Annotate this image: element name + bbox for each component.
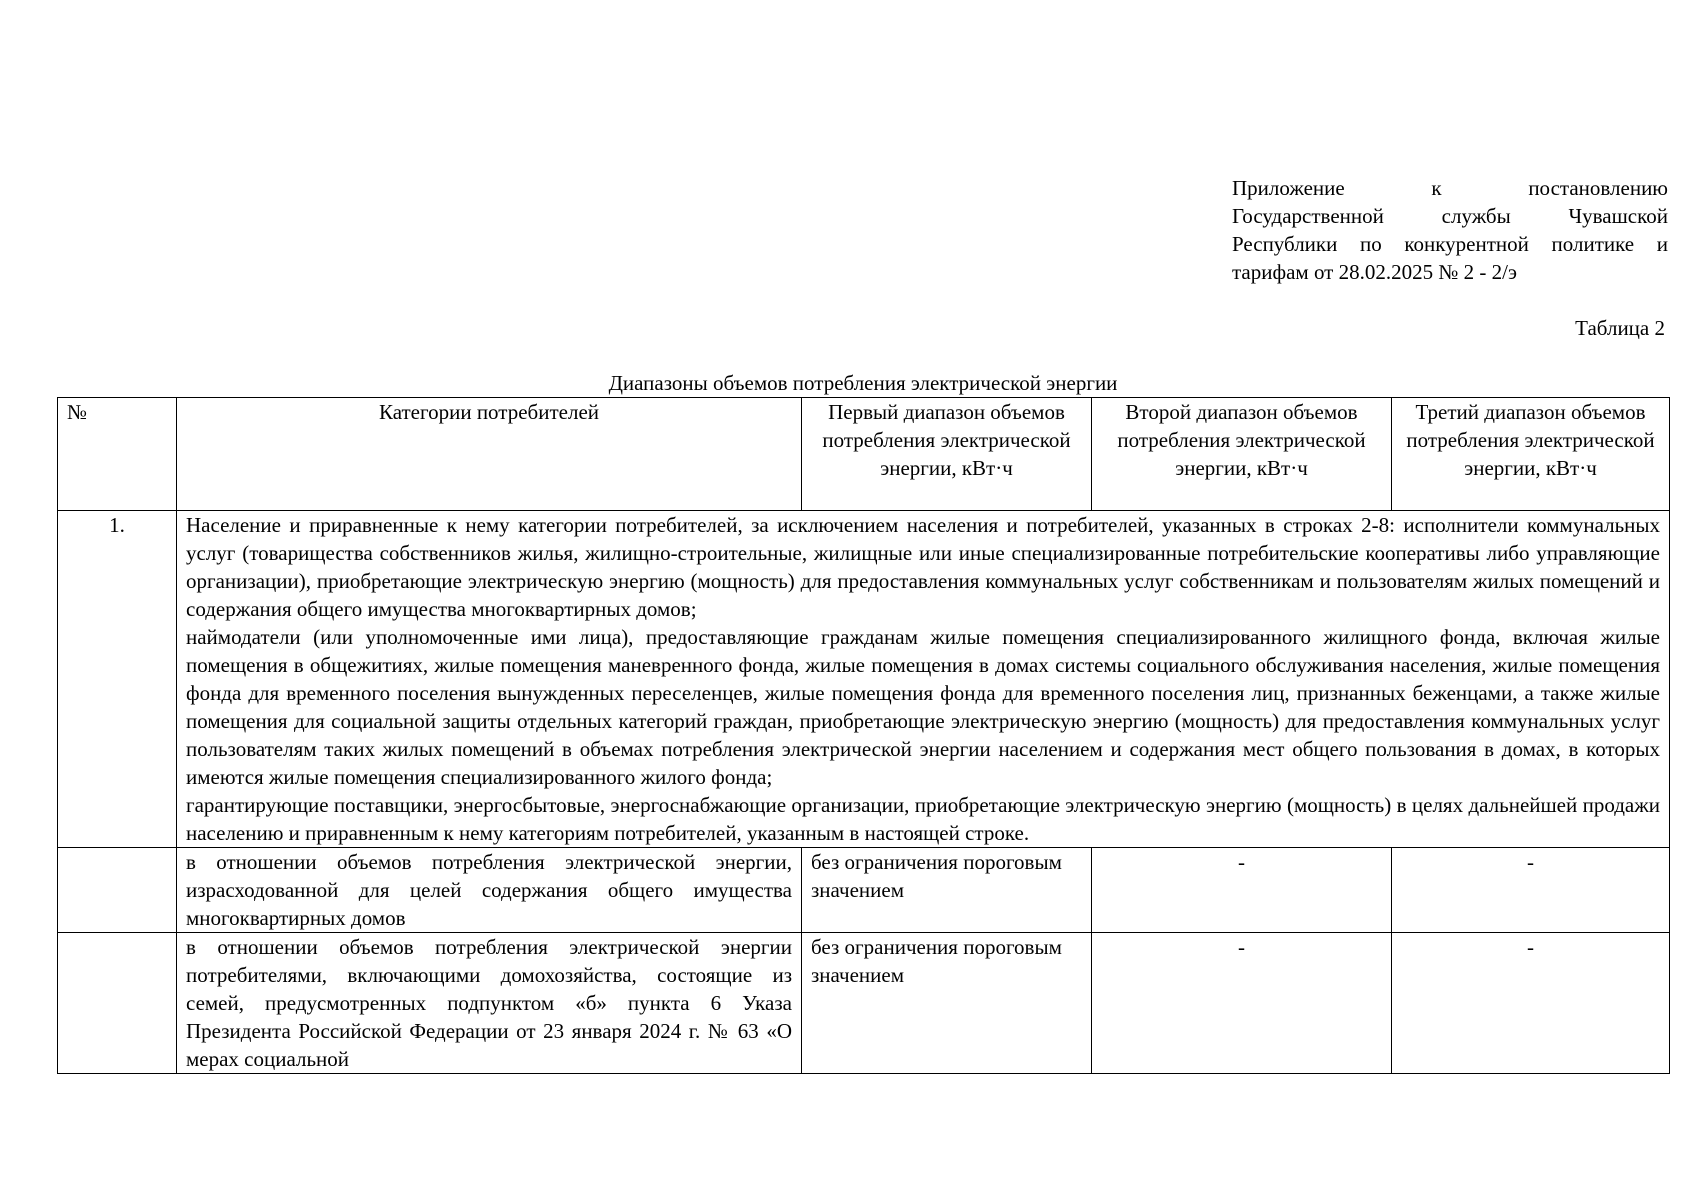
subrow-range-3: - <box>1392 848 1670 933</box>
subrow-category: в отношении объемов потребления электрической энергии, израсходованной для целей содержания общего имущества многоквартирных домов <box>177 848 802 933</box>
header-range-1: Первый диапазон объемов потребления электрической энергии, кВт·ч <box>802 398 1092 511</box>
subrow-category: в отношении объемов потребления электрической энергии потребителями, включающими домохозяйства, состоящие из семей, предусмотренных подпунктом «б» пункта 6 Указа Президента Российской Федерации от 23 января 2024 г. № 63 «О мерах социальной <box>177 933 802 1074</box>
table-number: Таблица 2 <box>1575 316 1665 340</box>
header-category: Категории потребителей <box>177 398 802 511</box>
table-title: Диапазоны объемов потребления электрической энергии <box>608 371 1118 395</box>
table-row <box>58 933 1670 1074</box>
table-header-row <box>58 398 1670 511</box>
appendix-line-4: тарифам от 28.02.2025 № 2 - 2/э <box>1232 260 1517 284</box>
header-range-3: Третий диапазон объемов потребления электрической энергии, кВт·ч <box>1392 398 1670 511</box>
row-paragraph-2: наймодатели (или уполномоченные ими лица), предоставляющие гражданам жилые помещения специализированного жилищного фонда, включая жилые помещения в общежитиях, жилые помещения маневренного фонда, жилые помещения в домах системы социального обслуживания населения, жилые помещения фонда для временного поселения вынужденных переселенцев, жилые помещения фонда для временного поселения лиц, признанных беженцами, а также жилые помещения для социальной защиты отдельных категорий граждан, приобретающие электрическую энергию (мощность) для предоставления коммунальных услуг пользователям таких жилых помещений в объемах потребления электрической энергии населением и содержания мест общего пользования в домах, в которых имеются жилые помещения специализированного жилого фонда; <box>186 625 1660 789</box>
empty-num-cell <box>58 933 177 1074</box>
subrow-range-2: - <box>1092 933 1392 1074</box>
row-paragraph-3: гарантирующие поставщики, энергосбытовые, энергоснабжающие организации, приобретающие электрическую энергию (мощность) в целях дальнейшей продажи населению и приравненным к нему категориям потребителей, указанным в настоящей строке. <box>186 793 1660 845</box>
empty-num-cell <box>58 848 177 933</box>
header-range-2: Второй диапазон объемов потребления электрической энергии, кВт·ч <box>1092 398 1392 511</box>
appendix-line-2: Государственной службы Чувашской <box>1232 204 1668 228</box>
table-row <box>58 511 1670 848</box>
subrow-range-2: - <box>1092 848 1392 933</box>
subrow-range-1: без ограничения пороговым значением <box>802 848 1092 933</box>
appendix-block <box>1232 174 1668 286</box>
subrow-range-1: без ограничения пороговым значением <box>802 933 1092 1074</box>
subrow-range-3: - <box>1392 933 1670 1074</box>
appendix-line-1: Приложение к постановлению <box>1232 176 1668 200</box>
row-number: 1. <box>58 511 177 848</box>
appendix-line-3: Республики по конкурентной политике и <box>1232 232 1668 256</box>
row-category-description <box>177 511 1670 848</box>
consumption-ranges-table <box>57 397 1670 1074</box>
header-num: № <box>58 398 177 511</box>
table-row <box>58 848 1670 933</box>
row-paragraph-1: Население и приравненные к нему категории потребителей, за исключением населения и потребителей, указанных в строках 2-8: исполнители коммунальных услуг (товарищества собственников жилья, жилищно-строительные, жилищные или иные специализированные потребительские кооперативы либо управляющие организации), приобретающие электрическую энергию (мощность) для предоставления коммунальных услуг собственникам и пользователям жилых помещений и содержания общего имущества многоквартирных домов; <box>186 513 1660 621</box>
